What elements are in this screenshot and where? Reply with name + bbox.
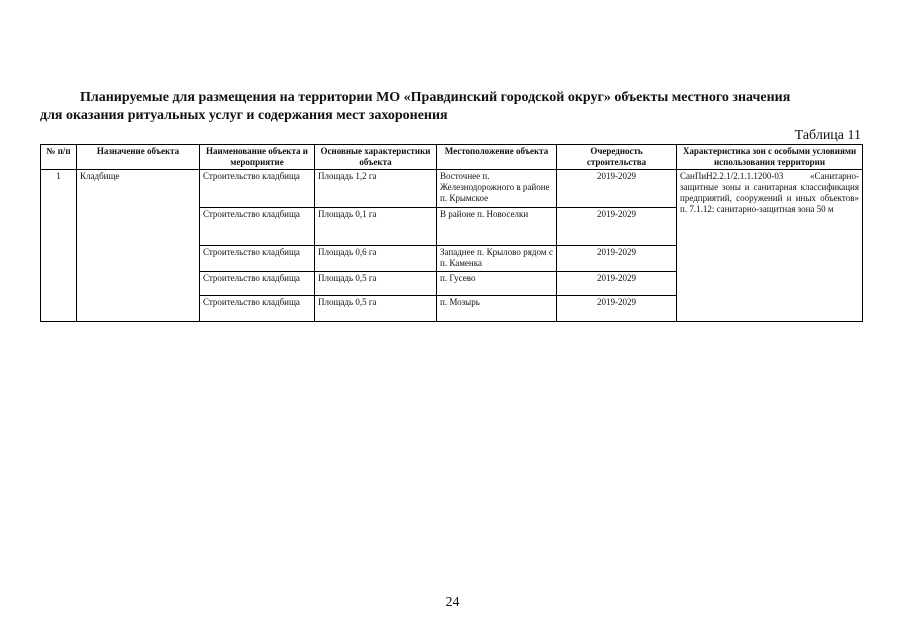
header-num: № п/п (41, 145, 77, 170)
cell-characteristics: Площадь 0,5 га (315, 296, 437, 322)
cell-num: 1 (41, 170, 77, 322)
cell-characteristics: Площадь 1,2 га (315, 170, 437, 208)
cell-name: Строительство кладбища (200, 208, 315, 246)
cell-location: В районе п. Новоселки (437, 208, 557, 246)
cell-stage: 2019-2029 (557, 246, 677, 272)
cell-stage: 2019-2029 (557, 272, 677, 296)
cell-name: Строительство кладбища (200, 272, 315, 296)
table-row (41, 170, 863, 208)
cell-characteristics: Площадь 0,5 га (315, 272, 437, 296)
header-location: Местоположение объекта (437, 145, 557, 170)
table-header-row (41, 145, 863, 170)
document-title (40, 89, 865, 125)
cell-characteristics: Площадь 0,1 га (315, 208, 437, 246)
header-stage: Очередность строительства (557, 145, 677, 170)
header-name: Наименование объекта и мероприятие (200, 145, 315, 170)
cell-location: п. Гусево (437, 272, 557, 296)
cell-name: Строительство кладбища (200, 296, 315, 322)
cell-location: п. Мозырь (437, 296, 557, 322)
header-characteristics: Основные характеристики объекта (315, 145, 437, 170)
title-line-2: для оказания ритуальных услуг и содержания мест захоронения (40, 108, 448, 123)
cell-stage: 2019-2029 (557, 170, 677, 208)
cell-name: Строительство кладбища (200, 246, 315, 272)
cell-stage: 2019-2029 (557, 296, 677, 322)
table-caption: Таблица 11 (794, 128, 861, 143)
cell-name: Строительство кладбища (200, 170, 315, 208)
header-purpose: Назначение объекта (77, 145, 200, 170)
cell-purpose: Кладбище (77, 170, 200, 322)
title-line-1: Планируемые для размещения на территории МО «Правдинский городской округ» объекты местного значения (80, 90, 791, 105)
cell-zones: СанПиН2.2.1/2.1.1.1200-03 «Санитарно-защитные зоны и санитарная классификация предприятий, сооружений и иных объектов» п. 7.1.12: санитарно-защитная зона 50 м (677, 170, 863, 322)
objects-table (40, 144, 863, 322)
cell-characteristics: Площадь 0,6 га (315, 246, 437, 272)
cell-stage: 2019-2029 (557, 208, 677, 246)
cell-location: Восточнее п. Железнодорожного в районе п. Крымское (437, 170, 557, 208)
cell-location: Западнее п. Крылово рядом с п. Каменка (437, 246, 557, 272)
page-number: 24 (445, 595, 460, 610)
header-zones: Характеристика зон с особыми условиями использования территории (677, 145, 863, 170)
